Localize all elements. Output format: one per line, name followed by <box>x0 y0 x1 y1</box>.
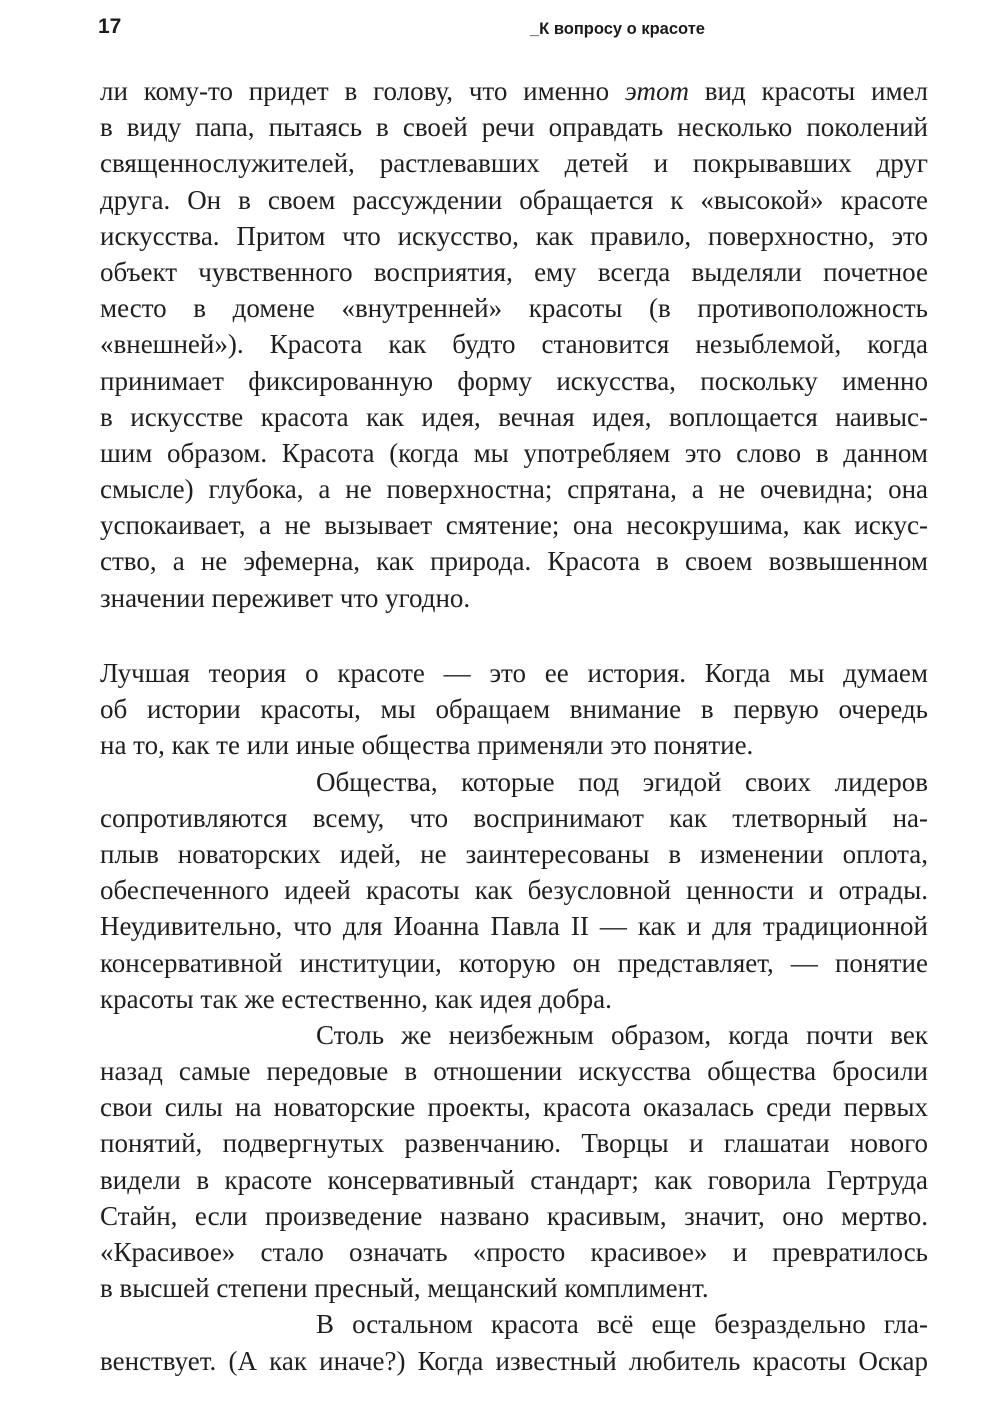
page-number: 17 <box>98 15 122 38</box>
text-line: Неудивительно, что для Иоанна Павла II — как и для традиционной <box>100 911 928 942</box>
text-line: в искусстве красота как идея, вечная идея, воплощается наивыс- <box>100 401 928 432</box>
text-line: друга. Он в своем рассуждении обращается к «высокой» красоте <box>100 184 928 215</box>
text-line: «внешней»). Красота как будто становится незыблемой, когда <box>100 329 928 360</box>
text-line: ли кому-то придет в голову, что именно этот вид красоты имел <box>100 76 928 106</box>
text-line: Столь же неизбежным образом, когда почти век <box>316 1019 928 1050</box>
text-line: значении переживет что угодно. <box>100 582 471 613</box>
text-line: ство, а не эфемерна, как природа. Красота в своем возвышенном <box>100 546 928 577</box>
text-line: успокаивает, а не вызывает смятение; она несокрушима, как искус- <box>100 510 928 541</box>
text-line: Стайн, если произведение названо красивым, значит, оно мертво. <box>100 1200 928 1231</box>
text-line: на то, как те или иные общества применяли это понятие. <box>100 730 754 761</box>
text-line: Лучшая теория о красоте — это ее история. Когда мы думаем <box>100 658 928 688</box>
running-head: _К вопросу о красоте <box>530 20 705 38</box>
text-line: место в домене «внутренней» красоты (в противоположность <box>100 293 928 324</box>
text-line: шим образом. Красота (когда мы употребляем это слово в данном <box>100 437 928 468</box>
text-line: видели в красоте консервативный стандарт; как говорила Гертруда <box>100 1164 928 1195</box>
text-line: понятий, подвергнутых развенчанию. Творцы и глашатаи нового <box>100 1128 928 1159</box>
text-line: объект чувственного восприятия, ему всегда выделяли почетное <box>100 256 928 287</box>
text-line: в высшей степени пресный, мещанский комплимент. <box>100 1273 709 1304</box>
text-line: В остальном красота всё еще безраздельно гла- <box>316 1309 928 1340</box>
text-line: священнослужителей, растлевавших детей и покрывавших друг <box>100 148 928 179</box>
text-line: обеспеченного идеей красоты как безусловной ценности и отрады. <box>100 875 928 906</box>
section-body <box>100 655 928 1379</box>
text-line: назад самые передовые в отношении искусства общества бросили <box>100 1056 928 1087</box>
text-line: искусства. Притом что искусство, как правило, поверхностно, это <box>100 220 928 251</box>
text-line: в виду папа, пытаясь в своей речи оправдать несколько поколений <box>100 112 928 143</box>
text-line: «Красивое» стало означать «просто красивое» и превратилось <box>100 1237 928 1267</box>
text-line: венствует. (А как иначе?) Когда известный любитель красоты Оскар <box>100 1345 928 1376</box>
text-line: об истории красоты, мы обращаем внимание в первую очередь <box>100 694 928 725</box>
text-line: плыв новаторских идей, не заинтересованы в изменении оплота, <box>100 838 928 869</box>
text-line: Общества, которые под эгидой своих лидеров <box>316 766 928 797</box>
text-line: принимает фиксированную форму искусства, поскольку именно <box>100 365 928 396</box>
text-line: свои силы на новаторские проекты, красота оказалась среди первых <box>100 1092 928 1123</box>
text-line: консервативной институции, которую он представляет, — понятие <box>100 947 928 978</box>
text-line: красоты так же естественно, как идея добра. <box>100 983 612 1014</box>
paragraph-1 <box>100 73 928 616</box>
text-line: сопротивляются всему, что воспринимают как тлетворный на- <box>100 802 928 833</box>
text-line: смысле) глубока, а не поверхностна; спрятана, а не очевидна; она <box>100 474 928 505</box>
emphasized-word: этот <box>624 76 689 106</box>
